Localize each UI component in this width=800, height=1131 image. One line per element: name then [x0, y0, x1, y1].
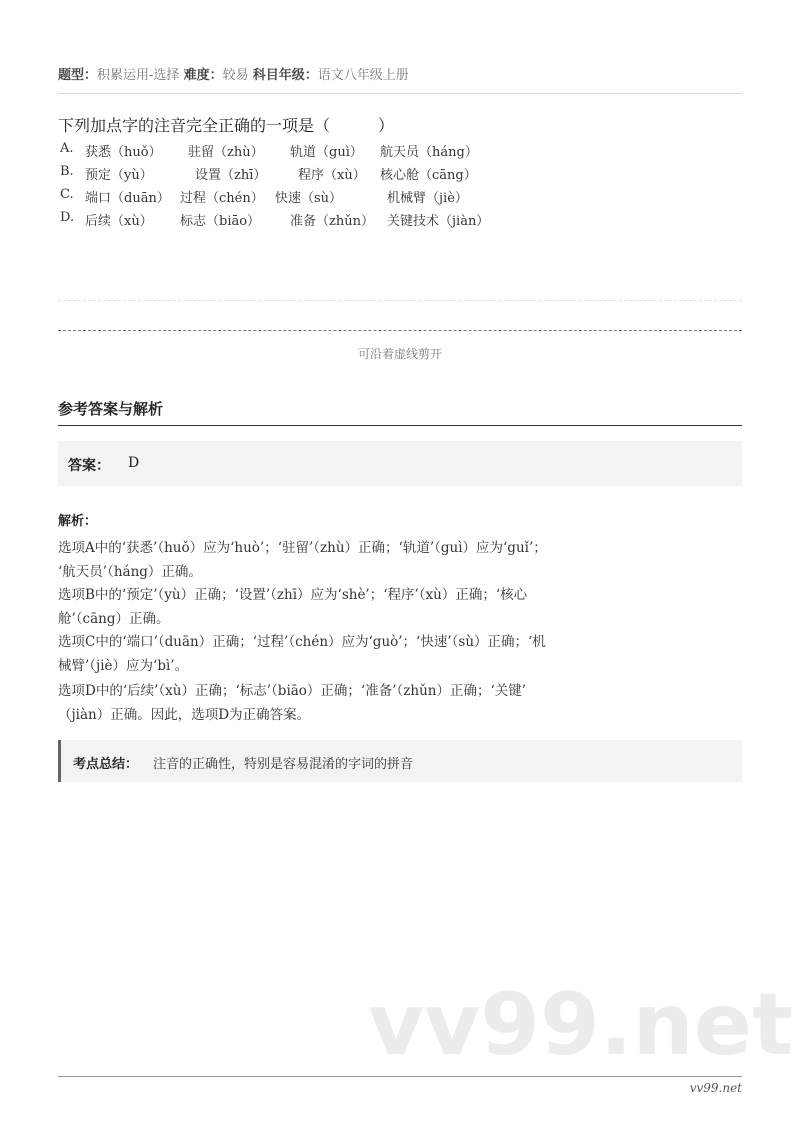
- answer-box: [58, 441, 742, 486]
- footer-site: vv99.net: [689, 1081, 742, 1095]
- question-text: 下列加点字的注音完全正确的一项是（ ）: [58, 116, 395, 135]
- answer-label: 答案：: [68, 458, 110, 474]
- type-value: 积累运用-选择: [97, 68, 180, 83]
- option-key: A.: [60, 141, 74, 156]
- option-item: 机械臂（jiè）: [387, 191, 468, 206]
- cut-hint: 可沿着虚线剪开: [357, 347, 442, 361]
- section-divider: [58, 425, 742, 426]
- option-item: 端口（duān）: [85, 191, 170, 206]
- question-meta: [58, 64, 409, 83]
- difficulty-label: 难度：: [183, 68, 223, 83]
- summary-label: 考点总结：: [73, 757, 139, 772]
- option-item: 获悉（huǒ）: [85, 145, 162, 160]
- analysis-label: 解析：: [58, 514, 98, 529]
- option-item: 航天员（háng）: [380, 145, 478, 160]
- analysis-line: 选项A中的‘获悉’（huǒ）应为‘huò’；‘驻留’（zhù）正确；‘轨道’（guì）应为‘guǐ’；: [58, 540, 547, 556]
- option-item: 核心舱（cāng）: [380, 168, 477, 183]
- option-item: 标志（biāo）: [180, 214, 261, 229]
- analysis-line: 械臂’（jiè）应为‘bì’。: [58, 658, 189, 674]
- analysis-line: 选项C中的‘端口’（duān）正确；‘过程’（chén）应为‘guò’；‘快速’（sù）正确；‘机: [58, 634, 546, 650]
- summary-box: [58, 740, 742, 782]
- grade-value: 语文八年级上册: [317, 68, 409, 83]
- section-title: 参考答案与解析: [58, 400, 164, 418]
- option-item: 程序（xù）: [298, 168, 366, 183]
- option-item: 轨道（guì）: [290, 145, 363, 160]
- analysis-line: ‘航天员’（háng）正确。: [58, 564, 202, 580]
- option-item: 驻留（zhù）: [188, 145, 264, 160]
- analysis-line: （jiàn）正确。因此，选项D为正确答案。: [58, 707, 311, 723]
- option-item: 后续（xù）: [85, 214, 153, 229]
- option-item: 快速（sù）: [275, 191, 343, 206]
- option-item: 预定（yù）: [85, 168, 153, 183]
- grade-label: 科目年级：: [252, 68, 318, 83]
- answer-value: D: [128, 455, 140, 471]
- watermark: vv99.net: [368, 975, 794, 1075]
- analysis-line: 选项D中的‘后续’（xù）正确；‘标志’（biāo）正确；‘准备’（zhǔn）正确；‘关键’: [58, 683, 527, 699]
- cut-line: [58, 330, 742, 331]
- summary-value: 注音的正确性，特别是容易混淆的字词的拼音: [153, 757, 414, 772]
- type-label: 题型：: [58, 68, 98, 83]
- option-item: 设置（zhī）: [195, 168, 267, 183]
- dashed-line: [58, 300, 742, 301]
- option-key: C.: [60, 187, 74, 202]
- option-item: 准备（zhǔn）: [290, 214, 374, 229]
- option-key: D.: [60, 210, 75, 225]
- option-item: 关键技术（jiàn）: [387, 214, 490, 229]
- option-item: 过程（chén）: [180, 191, 264, 206]
- divider: [58, 93, 742, 94]
- option-key: B.: [60, 164, 74, 179]
- analysis-line: 舱’（cāng）正确。: [58, 611, 170, 627]
- analysis-line: 选项B中的‘预定’（yù）正确；‘设置’（zhī）应为‘shè’；‘程序’（xù）正确；‘核心: [58, 587, 528, 603]
- footer-divider: [58, 1076, 742, 1077]
- difficulty-value: 较易: [222, 68, 249, 83]
